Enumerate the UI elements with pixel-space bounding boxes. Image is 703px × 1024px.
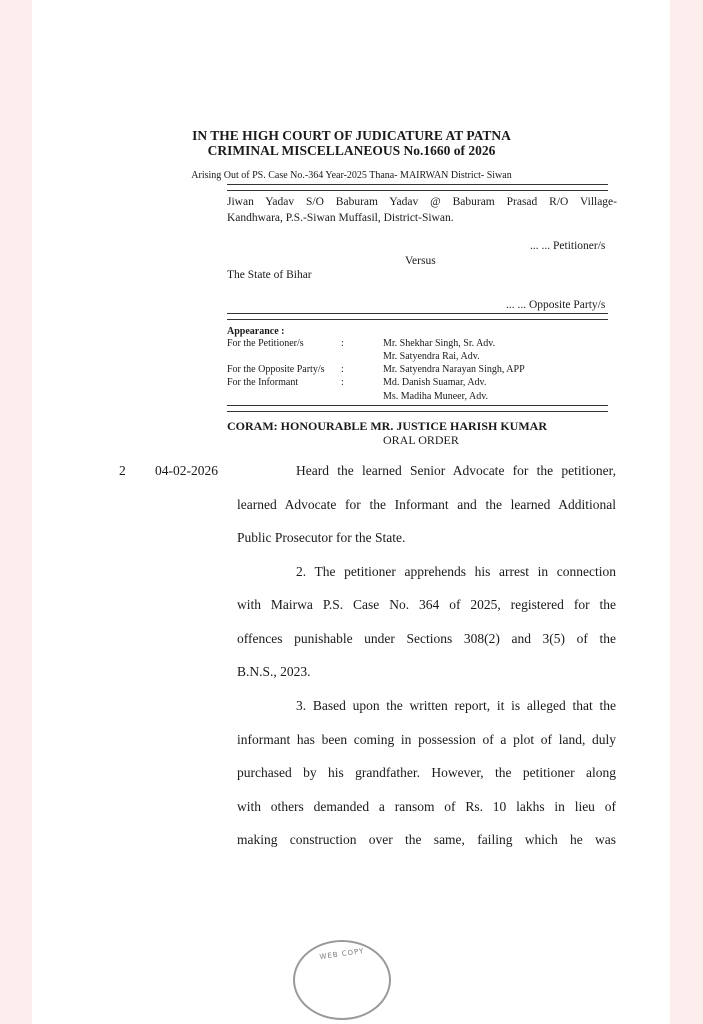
web-copy-stamp (293, 940, 391, 1020)
order-line: purchased by his grandfather. However, the petitioner along (237, 765, 616, 780)
appearance-label: For the Petitioner/s (227, 338, 304, 349)
appearance-counsel: Mr. Satyendra Narayan Singh, APP (383, 364, 525, 375)
order-date: 04-02-2026 (155, 463, 218, 478)
order-line: B.N.S., 2023. (237, 664, 311, 679)
arising-out-of: Arising Out of PS. Case No.-364 Year-2025 Thana- MAIRWAN District- Siwan (191, 170, 512, 181)
appearance-label: For the Informant (227, 377, 299, 388)
order-line: with Mairwa P.S. Case No. 364 of 2025, registered for the (237, 597, 616, 612)
order-line: making construction over the same, failing which he was (237, 832, 616, 847)
appearance-counsel: Ms. Madiha Muneer, Adv. (383, 391, 489, 402)
case-number: CRIMINAL MISCELLANEOUS No.1660 of 2026 (207, 143, 496, 158)
appearance-colon: : (341, 364, 344, 375)
order-line: learned Advocate for the Informant and the learned Additional (237, 497, 616, 512)
divider-rule (227, 405, 608, 412)
order-line: with others demanded a ransom of Rs. 10 lakhs in lieu of (237, 799, 616, 814)
stamp-text: WEB COPY (319, 946, 365, 962)
order-line: Heard the learned Senior Advocate for the petitioner, (296, 463, 616, 478)
coram: CORAM: HONOURABLE MR. JUSTICE HARISH KUMAR (227, 419, 548, 433)
petitioner-address: Kandhwara, P.S.-Siwan Muffasil, District-Siwan. (227, 212, 454, 224)
order-line: 3. Based upon the written report, it is alleged that the (296, 698, 616, 713)
appearance-colon: : (341, 377, 344, 388)
order-line: 2. The petitioner apprehends his arrest in connection (296, 564, 616, 579)
appearance-colon: : (341, 338, 344, 349)
appearance-counsel: Mr. Satyendra Rai, Adv. (383, 351, 480, 362)
divider-rule (227, 313, 608, 320)
petitioner-role: ... ... Petitioner/s (530, 240, 606, 252)
appearance-counsel: Mr. Shekhar Singh, Sr. Adv. (383, 338, 496, 349)
order-serial: 2 (119, 463, 126, 478)
appearance-label: For the Opposite Party/s (227, 364, 325, 375)
petitioner-name: Jiwan Yadav S/O Baburam Yadav @ Baburam Prasad R/O Village- (227, 196, 617, 208)
order-type: ORAL ORDER (383, 433, 459, 447)
order-line: offences punishable under Sections 308(2) and 3(5) of the (237, 631, 616, 646)
order-line: informant has been coming in possession of a plot of land, duly (237, 732, 616, 747)
court-title: IN THE HIGH COURT OF JUDICATURE AT PATNA (192, 128, 511, 143)
appearance-heading: Appearance : (227, 326, 285, 337)
respondent-role: ... ... Opposite Party/s (506, 299, 606, 311)
appearance-counsel: Md. Danish Suamar, Adv. (383, 377, 487, 388)
respondent-name: The State of Bihar (227, 269, 312, 281)
versus-label: Versus (405, 255, 436, 267)
order-line: Public Prosecutor for the State. (237, 530, 406, 545)
divider-rule (227, 184, 608, 191)
